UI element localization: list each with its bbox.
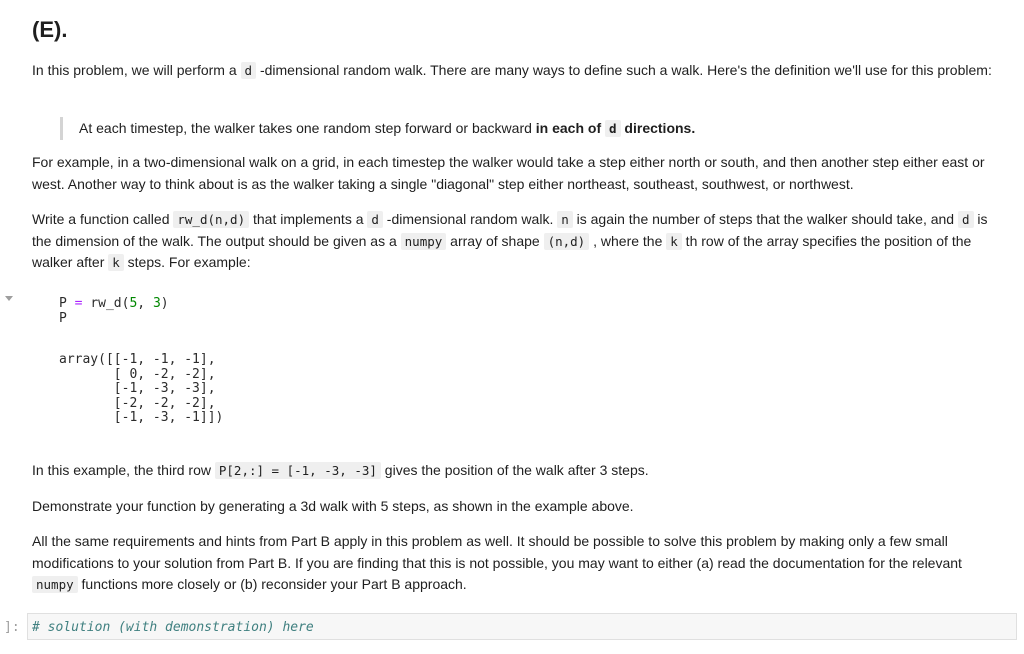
text: In this example, the third row bbox=[32, 462, 215, 478]
blockquote bbox=[60, 117, 695, 140]
inline-code: numpy bbox=[401, 233, 447, 250]
collapse-caret-icon[interactable] bbox=[5, 296, 13, 301]
text: functions more closely or (b) reconsider your Part B approach. bbox=[77, 576, 467, 592]
inline-code: d bbox=[241, 62, 257, 79]
code-comment: # solution (with demonstration) here bbox=[32, 620, 314, 635]
code-token: 5 bbox=[129, 296, 138, 311]
inline-code: d bbox=[367, 211, 383, 228]
inline-code: numpy bbox=[32, 576, 78, 593]
third-row-paragraph bbox=[32, 460, 649, 482]
text: th row of the array specifies the position of the walker after bbox=[32, 232, 972, 270]
inline-code: d bbox=[958, 211, 974, 228]
inline-code: d bbox=[605, 120, 621, 137]
code-token: = bbox=[74, 296, 83, 311]
write-function-paragraph bbox=[32, 209, 1002, 274]
text: steps. For example: bbox=[123, 254, 251, 270]
text: is the dimension of the walk. The output should be given as a bbox=[32, 211, 988, 249]
code-token: P bbox=[59, 296, 67, 311]
inline-code: k bbox=[666, 233, 682, 250]
inline-code: rw_d(n,d) bbox=[173, 211, 249, 228]
text: -dimensional random walk. There are many ways to define such a walk. Here's the definition we'll use for this problem: bbox=[256, 62, 992, 78]
text: is again the number of steps that the walker should take, and bbox=[572, 211, 958, 227]
cell-prompt: ]: bbox=[4, 620, 20, 635]
text: All the same requirements and hints from Part B apply in this problem as well. It should be possible to solve this problem by making only a few small modifications to your solution from Part B. If you are finding that this is not possible, you may want to either (a) read the documentation for the relevant bbox=[32, 533, 962, 571]
text: that implements a bbox=[249, 211, 368, 227]
text: Write a function called bbox=[32, 211, 174, 227]
text: -dimensional random walk. bbox=[382, 211, 558, 227]
bold-text: in each of bbox=[535, 120, 606, 136]
section-heading: (E). bbox=[32, 17, 68, 42]
inline-code: P[2,:] = [-1, -3, -3] bbox=[215, 462, 381, 479]
example-paragraph: For example, in a two-dimensional walk on a grid, in each timestep the walker would take a step either north or south, and then another step either east or west. Another way to think about is as the walker taking a single "diagonal" step either northeast, southeast, southwest, or northwest. bbox=[32, 154, 985, 192]
code-cell-input[interactable] bbox=[27, 613, 1017, 640]
text: In this problem, we will perform a bbox=[32, 62, 241, 78]
code-token: P bbox=[59, 310, 67, 326]
inline-code: k bbox=[108, 254, 124, 271]
text: gives the position of the walk after 3 steps. bbox=[380, 462, 649, 478]
code-token: ) bbox=[160, 296, 169, 311]
text: At each timestep, the walker takes one random step forward or backward bbox=[79, 120, 536, 136]
requirements-paragraph bbox=[32, 531, 1002, 596]
code-token: 3 bbox=[152, 296, 161, 311]
inline-code: (n,d) bbox=[544, 233, 590, 250]
code-token: , bbox=[137, 296, 153, 311]
code-token: rw_d( bbox=[90, 296, 130, 311]
text: array of shape bbox=[446, 232, 544, 249]
demonstrate-paragraph: Demonstrate your function by generating a 3d walk with 5 steps, as shown in the example above. bbox=[32, 498, 634, 514]
intro-paragraph bbox=[32, 60, 992, 82]
example-code-block bbox=[59, 297, 169, 326]
example-output-block: array([[-1, -1, -1], [ 0, -2, -2], [-1, -3, -3], [-2, -2, -2], [-1, -3, -1]]) bbox=[59, 352, 224, 426]
text: , where the bbox=[589, 232, 667, 249]
inline-code: n bbox=[557, 211, 573, 228]
bold-text: directions. bbox=[620, 120, 696, 136]
